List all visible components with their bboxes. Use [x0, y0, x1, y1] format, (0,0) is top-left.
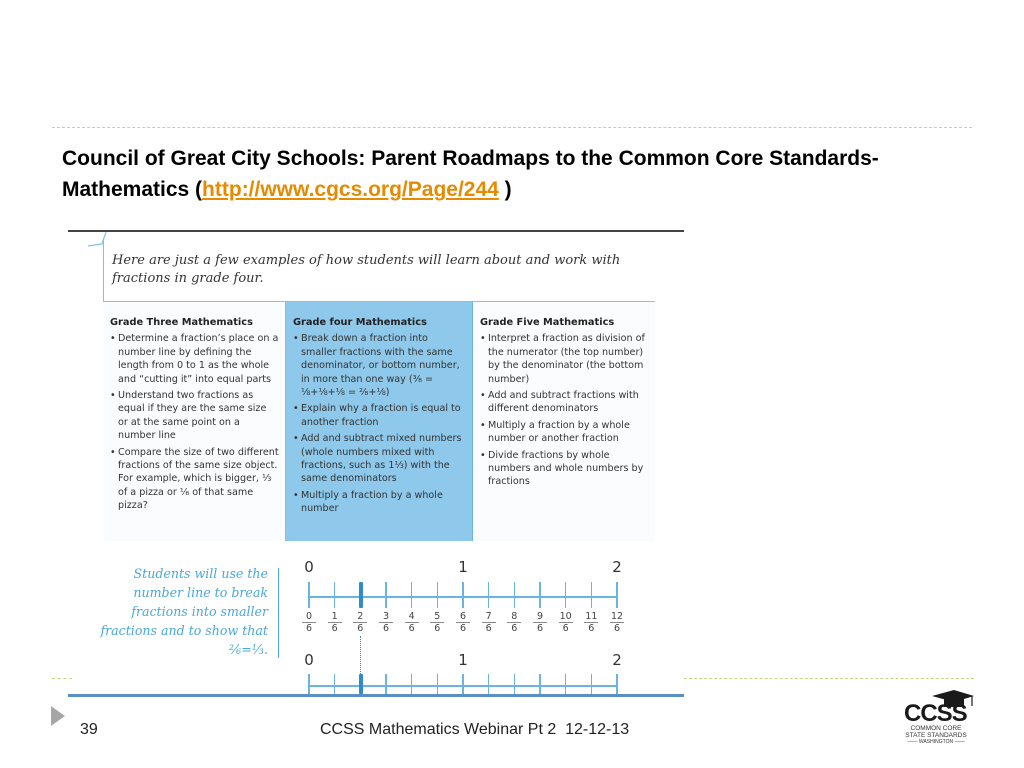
logo-line-3: —— WASHINGTON —— [907, 739, 965, 745]
column-heading: Grade four Mathematics [293, 317, 427, 328]
grade-five-column [473, 302, 655, 541]
number-line-caption: Students will use the number line to break fractions into smaller fractions and to show that ²⁄₆=⅓. [100, 566, 268, 657]
corner-accent-icon [88, 232, 108, 272]
grade-columns [103, 301, 655, 541]
whole-number-label: 1 [458, 558, 468, 576]
tick-mark [591, 674, 593, 694]
bullet-arrow-icon [51, 706, 65, 726]
tick-mark [385, 674, 387, 694]
bullet-item: • Divide fractions by whole numbers and whole numbers by fractions [480, 449, 649, 489]
bullet-item: • Interpret a fraction as division of the numerator (the top number) by the denominator (the bottom number) [480, 332, 649, 386]
grade-four-column [286, 302, 473, 541]
fraction-label: $\frac{3}{6}$ [377, 611, 395, 634]
bullet-item: • Break down a fraction into smaller fractions with the same denominator, or bottom number, in more than one way (³⁄₈ = ⅛+⅛+⅛ = ²⁄₈+⅛) [293, 332, 466, 399]
connector-dots [360, 636, 361, 674]
tick-mark [411, 674, 413, 694]
fraction-label: $\frac{6}{6}$ [454, 611, 472, 634]
fraction-label: $\frac{7}{6}$ [480, 611, 498, 634]
figure-top-rule [68, 230, 684, 232]
fraction-label: $\frac{10}{6}$ [559, 611, 572, 634]
fraction-label: $\frac{8}{6}$ [505, 611, 523, 634]
whole-number-label: 0 [304, 558, 314, 576]
tick-mark [539, 582, 541, 608]
tick-mark [437, 582, 439, 608]
title-link[interactable]: http://www.cgcs.org/Page/244 [202, 178, 499, 201]
bullet-item: • Understand two fractions as equal if they are the same size or at the same point on a number line [110, 389, 279, 443]
tick-mark [565, 674, 567, 694]
fraction-label: $\frac{9}{6}$ [531, 611, 549, 634]
tick-mark [591, 582, 593, 608]
tick-mark [411, 582, 413, 608]
whole-number-label: 1 [458, 651, 468, 669]
fraction-label: $\frac{2}{6}$ [351, 611, 369, 634]
box-left-border [103, 238, 104, 302]
tick-mark [514, 582, 516, 608]
title-text-end: ) [498, 178, 512, 201]
fraction-label: $\frac{0}{6}$ [300, 611, 318, 634]
bullet-item: • Add and subtract mixed numbers (whole numbers mixed with fractions, such as 1⅓) with the same denominators [293, 432, 466, 486]
roadmap-figure [68, 228, 684, 700]
whole-number-label: 2 [612, 558, 622, 576]
tick-mark [437, 674, 439, 694]
figure-intro: Here are just a few examples of how students will learn about and work with fractions in grade four. [112, 253, 621, 286]
tick-mark [462, 674, 464, 694]
logo-mark: CCSS [904, 700, 967, 727]
top-dashed-rule [52, 127, 972, 128]
ccss-logo [900, 688, 980, 748]
whole-number-label: 2 [612, 651, 622, 669]
tick-mark [308, 582, 310, 608]
bottom-dashed-rule-right [684, 678, 974, 679]
bullet-item: • Explain why a fraction is equal to another fraction [293, 402, 466, 429]
tick-mark [334, 674, 336, 694]
highlighted-tick [359, 674, 363, 694]
tick-mark [488, 582, 490, 608]
bottom-dashed-rule-left [52, 678, 72, 679]
slide-title [62, 143, 962, 205]
footer-text: CCSS Mathematics Webinar Pt 2 12-12-13 [320, 721, 630, 738]
grade-three-column [103, 302, 286, 541]
logo-line-2: STATE STANDARDS [905, 732, 967, 739]
tick-mark [488, 674, 490, 694]
bullet-item: • Multiply a fraction by a whole number [293, 489, 466, 516]
fraction-label: $\frac{4}{6}$ [403, 611, 421, 634]
tick-mark [514, 674, 516, 694]
column-heading: Grade Five Mathematics [480, 317, 615, 328]
bullet-item: • Compare the size of two different fractions of the same size object. For example, which is bigger, ⅓ of a pizza or ⅙ of that same pizza? [110, 446, 279, 513]
whole-number-label: 0 [304, 651, 314, 669]
title-text: Council of Great City Schools: Parent Roadmaps to the Common Core Standards- Mathematics ( [62, 147, 879, 201]
tick-mark [616, 674, 618, 694]
fraction-label: $\frac{12}{6}$ [610, 611, 624, 634]
logo-line-1: COMMON CORE [910, 725, 962, 732]
bullet-item: • Determine a fraction’s place on a number line by defining the length from 0 to 1 as the whole and “cutting it” into equal parts [110, 332, 279, 386]
tick-mark [385, 582, 387, 608]
column-heading: Grade Three Mathematics [110, 317, 253, 328]
highlighted-tick [359, 582, 363, 608]
tick-mark [334, 582, 336, 608]
bullet-item: • Multiply a fraction by a whole number or another fraction [480, 419, 649, 446]
fraction-label: $\frac{11}{6}$ [585, 611, 598, 634]
tick-mark [616, 582, 618, 608]
tick-mark [565, 582, 567, 608]
fraction-label: $\frac{5}{6}$ [428, 611, 446, 634]
tick-mark [308, 674, 310, 694]
caption-divider [278, 568, 279, 658]
tick-mark [462, 582, 464, 608]
slide-number: 39 [80, 721, 98, 738]
tick-mark [539, 674, 541, 694]
figure-bottom-rule [68, 694, 684, 697]
bullet-item: • Add and subtract fractions with different denominators [480, 389, 649, 416]
fraction-label: $\frac{1}{6}$ [326, 611, 344, 634]
